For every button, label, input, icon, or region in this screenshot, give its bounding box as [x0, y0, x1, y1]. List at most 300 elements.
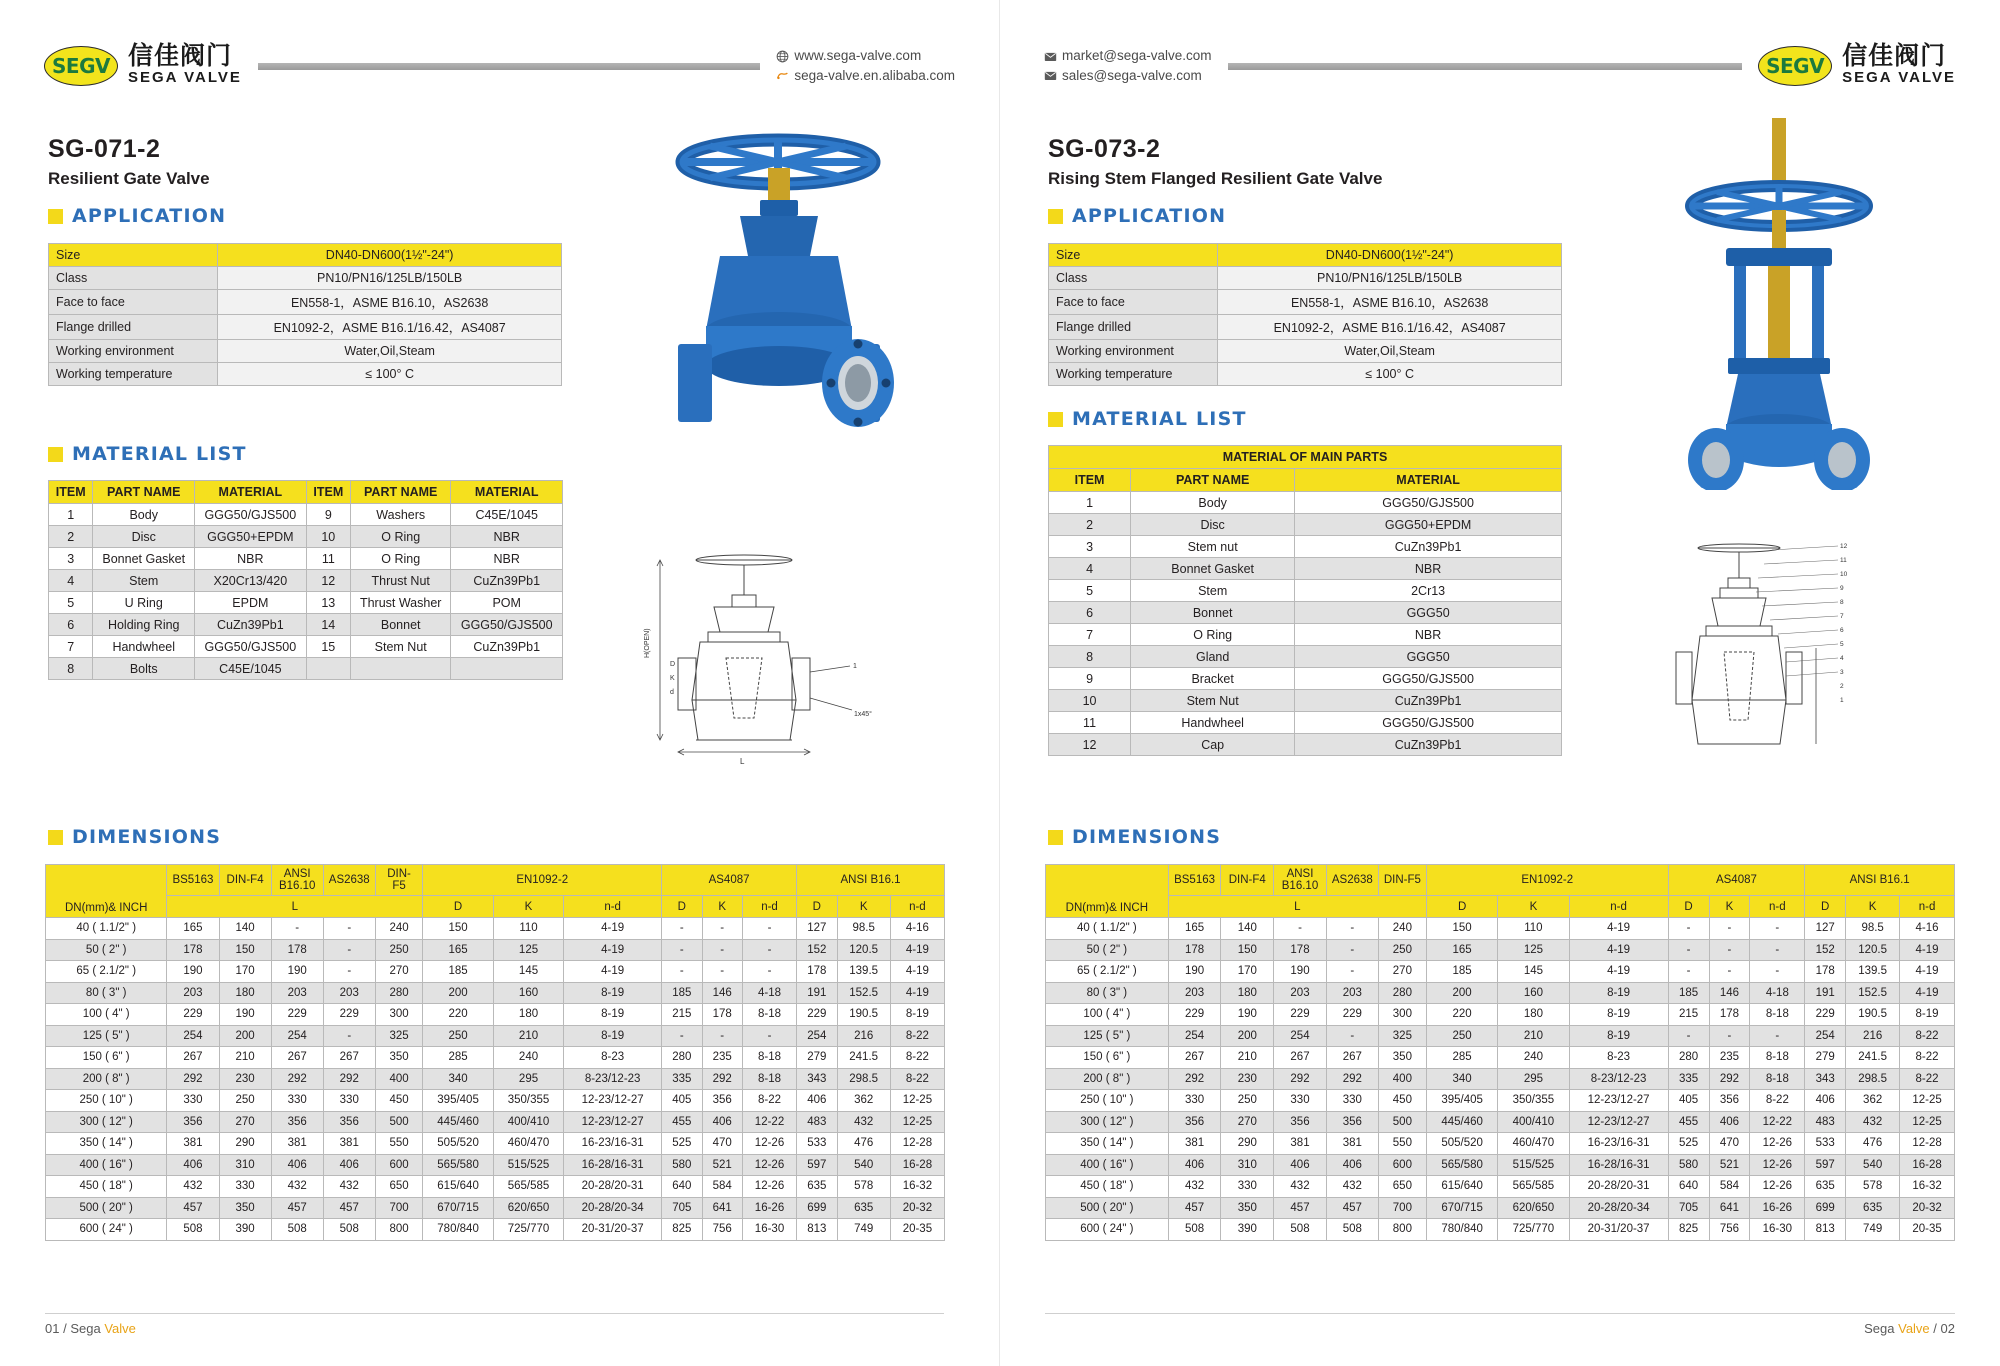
dimensions-cell: 145 [493, 961, 563, 983]
dimensions-cell: 457 [1274, 1197, 1327, 1219]
dimensions-cell: 330 [1326, 1090, 1378, 1112]
dimensions-cell: 191 [797, 982, 837, 1004]
dimensions-cell: 180 [1498, 1004, 1569, 1026]
dimensions-standard-header: ANSI B16.10 [1274, 865, 1327, 896]
dimensions-cell: 250 [219, 1090, 271, 1112]
dimensions-cell: - [1750, 918, 1805, 940]
material-cell: 5 [49, 592, 93, 614]
dimensions-cell: 229 [167, 1004, 219, 1026]
dimensions-cell: 12-23/12-27 [1569, 1111, 1668, 1133]
dimensions-cell: 4-19 [890, 982, 944, 1004]
dimensions-standard-header: AS4087 [1668, 865, 1805, 896]
dimensions-cell: - [702, 1025, 742, 1047]
dimensions-header-row-2 [1046, 896, 1955, 918]
material-table-wrap-left [48, 480, 563, 680]
page-right [1000, 0, 2000, 1366]
dimensions-cell: 292 [702, 1068, 742, 1090]
contact-market-email[interactable] [1044, 46, 1212, 66]
dimensions-cell: 597 [797, 1154, 837, 1176]
table-row [1049, 580, 1562, 602]
dimensions-size-cell: 150 ( 6" ) [46, 1047, 167, 1069]
dimensions-cell: 98.5 [837, 918, 890, 940]
dimensions-cell: 432 [323, 1176, 375, 1198]
material-cell: 11 [306, 548, 350, 570]
dimensions-cell: 4-19 [564, 918, 662, 940]
dimensions-cell: 800 [1378, 1219, 1426, 1241]
svg-text:6: 6 [1840, 627, 1844, 634]
dimensions-cell: 406 [1168, 1154, 1221, 1176]
dimensions-cell: 270 [219, 1111, 271, 1133]
contact-alibaba-text: sega-valve.en.alibaba.com [794, 68, 955, 83]
material-cell: U Ring [93, 592, 195, 614]
material-cell: 11 [1049, 712, 1131, 734]
material-cell: Bonnet [350, 614, 450, 636]
dimensions-cell: 457 [1168, 1197, 1221, 1219]
dimensions-cell: 8-18 [1750, 1047, 1805, 1069]
application-table-wrap-left [48, 243, 562, 386]
dimensions-cell: - [662, 1025, 702, 1047]
dimensions-standard-header: BS5163 [1168, 865, 1221, 896]
dimensions-cell: 813 [797, 1219, 837, 1241]
table-row [1049, 646, 1562, 668]
dimensions-cell: 8-18 [742, 1047, 796, 1069]
material-cell: Holding Ring [93, 614, 195, 636]
dimensions-size-cell: 50 ( 2" ) [46, 939, 167, 961]
contact-block-left [776, 46, 955, 85]
dimensions-cell: 356 [1168, 1111, 1221, 1133]
application-row-value: EN1092-2，ASME B16.1/16.42，AS4087 [1218, 315, 1562, 340]
dimensions-cell: 335 [1668, 1068, 1709, 1090]
dimensions-cell: - [662, 918, 702, 940]
application-row-label: Face to face [49, 290, 218, 315]
dimensions-cell: 432 [1168, 1176, 1221, 1198]
dimensions-cell: 120.5 [1846, 939, 1900, 961]
dimensions-standard-header: EN1092-2 [423, 865, 662, 896]
application-row-label: Working temperature [49, 363, 218, 386]
dimensions-size-cell: 100 ( 4" ) [46, 1004, 167, 1026]
dimensions-sub-header: n-d [1569, 896, 1668, 918]
material-cell: 9 [306, 504, 350, 526]
table-row [46, 1154, 945, 1176]
header-rule [1228, 63, 1743, 70]
dimensions-cell: 350/355 [1498, 1090, 1569, 1112]
dimensions-cell: 270 [1378, 961, 1426, 983]
dimensions-sub-header: K [702, 896, 742, 918]
dimensions-cell: 12-25 [1900, 1111, 1955, 1133]
mail-icon [1044, 69, 1057, 82]
table-row [1049, 514, 1562, 536]
material-cell: 4 [1049, 558, 1131, 580]
dimensions-cell: 508 [167, 1219, 219, 1241]
dimensions-cell: 178 [1168, 939, 1221, 961]
section-application-right [1048, 205, 1226, 227]
material-cell: Body [1131, 492, 1295, 514]
dimensions-cell: 432 [1326, 1176, 1378, 1198]
dimensions-standard-header: DIN-F4 [1221, 865, 1274, 896]
alibaba-icon [776, 69, 789, 82]
dimensions-cell: 241.5 [1846, 1047, 1900, 1069]
dimensions-table-wrap-right [1045, 864, 1955, 1241]
dimensions-body [46, 918, 945, 1241]
contact-sales-email[interactable] [1044, 66, 1212, 86]
dimensions-size-cell: 50 ( 2" ) [1046, 939, 1169, 961]
dimensions-cell: 356 [702, 1090, 742, 1112]
dimensions-cell: 240 [1378, 918, 1426, 940]
table-row [1046, 1133, 1955, 1155]
dimensions-cell: 190.5 [1846, 1004, 1900, 1026]
material-cell: Handwheel [93, 636, 195, 658]
dimensions-cell: 165 [167, 918, 219, 940]
material-cell: GGG50/GJS500 [1295, 668, 1562, 690]
material-cell: 4 [49, 570, 93, 592]
material-col-header: PART NAME [93, 481, 195, 504]
dimensions-cell: 540 [837, 1154, 890, 1176]
dimensions-cell: 267 [1326, 1047, 1378, 1069]
dimensions-cell: 230 [219, 1068, 271, 1090]
dimensions-cell: 229 [1805, 1004, 1846, 1026]
dimensions-cell: 200 [1426, 982, 1497, 1004]
dimensions-cell: 533 [797, 1133, 837, 1155]
material-header-row [49, 481, 563, 504]
dimensions-cell: 432 [1274, 1176, 1327, 1198]
dimensions-cell: 127 [1805, 918, 1846, 940]
dimensions-cell: 12-23/12-27 [564, 1111, 662, 1133]
contact-block-right [1044, 46, 1212, 85]
dimensions-cell: 4-19 [1569, 918, 1668, 940]
dimensions-cell: 725/770 [1498, 1219, 1569, 1241]
application-row [1049, 315, 1562, 340]
section-dimensions-label: DIMENSIONS [1072, 826, 1222, 848]
dimensions-cell: 4-16 [1900, 918, 1955, 940]
material-cell: GGG50 [1295, 602, 1562, 624]
table-row [1046, 1111, 1955, 1133]
dimensions-cell: 110 [1498, 918, 1569, 940]
dimensions-cell: 16-32 [1900, 1176, 1955, 1198]
dimensions-size-cell: 250 ( 10" ) [1046, 1090, 1169, 1112]
dimensions-cell: 330 [323, 1090, 375, 1112]
dimensions-cell: 325 [375, 1025, 423, 1047]
dimensions-cell: 16-28 [1900, 1154, 1955, 1176]
dimensions-size-cell: 450 ( 18" ) [46, 1176, 167, 1198]
dimensions-size-cell: 300 ( 12" ) [46, 1111, 167, 1133]
dimensions-cell: 406 [797, 1090, 837, 1112]
dimensions-cell: 405 [1668, 1090, 1709, 1112]
dimensions-size-cell: 200 ( 8" ) [1046, 1068, 1169, 1090]
dimensions-cell: 4-19 [564, 939, 662, 961]
dimensions-cell: - [742, 939, 796, 961]
dimensions-head [1046, 865, 1955, 918]
dimensions-body [1046, 918, 1955, 1241]
material-cell: Stem [1131, 580, 1295, 602]
table-row [1049, 734, 1562, 756]
dimensions-standard-header: BS5163 [167, 865, 219, 896]
brand-name-en: SEGA VALVE [128, 69, 242, 87]
dimensions-cell: 432 [1846, 1111, 1900, 1133]
dimensions-cell: 813 [1805, 1219, 1846, 1241]
material-cell: O Ring [350, 548, 450, 570]
table-row [49, 548, 563, 570]
dimensions-cell: 190.5 [837, 1004, 890, 1026]
dimensions-cell: 203 [1326, 982, 1378, 1004]
material-cell: 7 [1049, 624, 1131, 646]
dimensions-cell: 635 [1805, 1176, 1846, 1198]
svg-text:d: d [670, 689, 674, 696]
dimensions-cell: 180 [219, 982, 271, 1004]
application-table-body [49, 244, 562, 386]
application-row [49, 290, 562, 315]
material-cell: NBR [1295, 558, 1562, 580]
svg-text:5: 5 [1840, 641, 1844, 648]
material-cell: NBR [451, 526, 563, 548]
dimensions-cell: 749 [1846, 1219, 1900, 1241]
dimensions-cell: 635 [837, 1197, 890, 1219]
material-cell: GGG50/GJS500 [1295, 712, 1562, 734]
dimensions-cell: 12-26 [1750, 1133, 1805, 1155]
dimensions-cell: 16-28/16-31 [564, 1154, 662, 1176]
dimensions-cell: 356 [1709, 1090, 1750, 1112]
svg-text:1: 1 [1840, 697, 1844, 704]
table-row [1046, 939, 1955, 961]
material-cell: 14 [306, 614, 350, 636]
dimensions-cell: 670/715 [1426, 1197, 1497, 1219]
dimensions-standard-header: DIN-F5 [375, 865, 423, 896]
dimensions-cell: 4-19 [1900, 982, 1955, 1004]
material-list-table [48, 480, 563, 680]
dimensions-sub-header: D [662, 896, 702, 918]
application-row-value: EN558-1，ASME B16.10，AS2638 [218, 290, 562, 315]
dimensions-cell: 152 [797, 939, 837, 961]
table-row [46, 918, 945, 940]
svg-text:12: 12 [1840, 543, 1848, 550]
material-cell: 10 [306, 526, 350, 548]
material-cell: Disc [93, 526, 195, 548]
dimensions-cell: 8-18 [1750, 1004, 1805, 1026]
table-row [46, 1047, 945, 1069]
application-table [1048, 243, 1562, 386]
dimensions-cell: 180 [1221, 982, 1274, 1004]
dimensions-cell: 445/460 [1426, 1111, 1497, 1133]
dimensions-cell: 521 [1709, 1154, 1750, 1176]
dimensions-standard-header: EN1092-2 [1426, 865, 1668, 896]
dimensions-cell: 8-22 [742, 1090, 796, 1112]
dimensions-cell: 20-28/20-34 [1569, 1197, 1668, 1219]
brand-name-cn: 信佳阀门 [128, 42, 233, 71]
application-row-value: PN10/PN16/125LB/150LB [1218, 267, 1562, 290]
dimensions-cell: 250 [1378, 939, 1426, 961]
dimensions-cell: 8-22 [1750, 1090, 1805, 1112]
table-row [1046, 1025, 1955, 1047]
dimensions-cell: 597 [1805, 1154, 1846, 1176]
table-row [1046, 1219, 1955, 1241]
dimensions-cell: - [662, 939, 702, 961]
material-cell: NBR [451, 548, 563, 570]
dimensions-sub-header: n-d [1750, 896, 1805, 918]
material-cell: GGG50+EPDM [195, 526, 307, 548]
application-row-label: Working environment [49, 340, 218, 363]
dimensions-cell: - [1750, 939, 1805, 961]
dimensions-cell: 185 [1426, 961, 1497, 983]
dimensions-cell: 12-23/12-27 [564, 1090, 662, 1112]
table-row [1046, 1004, 1955, 1026]
dimensions-size-cell: 100 ( 4" ) [1046, 1004, 1169, 1026]
dimensions-cell: - [1750, 961, 1805, 983]
material-cell: Bonnet Gasket [93, 548, 195, 570]
dimensions-sub-header: n-d [564, 896, 662, 918]
material-header-row [1049, 469, 1562, 492]
application-row-label: Size [49, 244, 218, 267]
brand-logo-left [44, 44, 242, 88]
material-cell: 1 [49, 504, 93, 526]
dimensions-size-cell: 80 ( 3" ) [46, 982, 167, 1004]
dimensions-cell: 432 [837, 1111, 890, 1133]
dimensions-cell: 620/650 [493, 1197, 563, 1219]
dimensions-standard-header: ANSI B16.10 [271, 865, 323, 896]
model-title-right [1048, 135, 1382, 189]
dimensions-size-cell: 350 ( 14" ) [46, 1133, 167, 1155]
dimensions-cell: 295 [493, 1068, 563, 1090]
dimensions-cell: 515/525 [1498, 1154, 1569, 1176]
technical-drawing-left [640, 540, 940, 790]
svg-text:4: 4 [1840, 655, 1844, 662]
dimensions-standard-header: DIN-F5 [1378, 865, 1426, 896]
dimensions-cell: 330 [1221, 1176, 1274, 1198]
material-cell: Gland [1131, 646, 1295, 668]
section-bullet-icon [48, 209, 63, 224]
dimensions-cell: 300 [375, 1004, 423, 1026]
material-cell: Stem Nut [350, 636, 450, 658]
section-application-left [48, 205, 226, 227]
dimensions-cell: 4-18 [1750, 982, 1805, 1004]
material-cell: Thrust Washer [350, 592, 450, 614]
dimensions-cell: 749 [837, 1219, 890, 1241]
dimensions-cell: 235 [1709, 1047, 1750, 1069]
dimensions-size-cell: 40 ( 1.1/2" ) [1046, 918, 1169, 940]
dimensions-corner-blank: DN(mm)& INCH [1046, 865, 1169, 918]
dimensions-cell: 406 [1805, 1090, 1846, 1112]
dimensions-cell: 203 [323, 982, 375, 1004]
svg-text:1: 1 [853, 663, 857, 670]
material-table-wrap-right [1048, 445, 1562, 756]
dimensions-size-cell: 40 ( 1.1/2" ) [46, 918, 167, 940]
dimensions-length-header: L [1168, 896, 1426, 918]
dimensions-cell: 395/405 [423, 1090, 493, 1112]
dimensions-sub-header: K [1846, 896, 1900, 918]
dimensions-cell: 20-28/20-34 [564, 1197, 662, 1219]
dimensions-cell: 8-23 [1569, 1047, 1668, 1069]
dimensions-cell: 550 [375, 1133, 423, 1155]
application-row [49, 244, 562, 267]
dimensions-cell: 8-22 [890, 1047, 944, 1069]
dimensions-cell: 280 [1378, 982, 1426, 1004]
dimensions-cell: 165 [423, 939, 493, 961]
table-row [46, 982, 945, 1004]
material-cell: C45E/1045 [451, 504, 563, 526]
footer-brand-a: Sega [70, 1321, 105, 1336]
dimensions-cell: 457 [323, 1197, 375, 1219]
footer-brand-b: Valve [1898, 1321, 1930, 1336]
material-cell: CuZn39Pb1 [1295, 734, 1562, 756]
dimensions-cell: 178 [1709, 1004, 1750, 1026]
dimensions-standard-header: AS2638 [323, 865, 375, 896]
dimensions-length-header: L [167, 896, 423, 918]
dimensions-cell: 298.5 [1846, 1068, 1900, 1090]
dimensions-cell: 584 [1709, 1176, 1750, 1198]
svg-text:2: 2 [1840, 683, 1844, 690]
footer-brand-b: Valve [104, 1321, 136, 1336]
dimensions-cell: 356 [1274, 1111, 1327, 1133]
dimensions-cell: - [1326, 1025, 1378, 1047]
dimensions-cell: 254 [1168, 1025, 1221, 1047]
dimensions-cell: 240 [375, 918, 423, 940]
dimensions-cell: 700 [1378, 1197, 1426, 1219]
material-cell: 2 [1049, 514, 1131, 536]
contact-website[interactable] [776, 46, 955, 66]
dimensions-header-row-1 [46, 865, 945, 896]
table-row [1049, 602, 1562, 624]
dimensions-cell: 150 [219, 939, 271, 961]
page-number: 02 [1940, 1321, 1955, 1336]
application-row [1049, 244, 1562, 267]
material-cell: Bonnet Gasket [1131, 558, 1295, 580]
dimensions-cell: 600 [375, 1154, 423, 1176]
dimensions-cell: 12-26 [742, 1154, 796, 1176]
dimensions-cell: 210 [219, 1047, 271, 1069]
dimensions-cell: 98.5 [1846, 918, 1900, 940]
material-cell: 12 [306, 570, 350, 592]
section-application-label: APPLICATION [72, 205, 227, 227]
dimensions-cell: 508 [1326, 1219, 1378, 1241]
dimensions-size-cell: 125 ( 5" ) [46, 1025, 167, 1047]
dimensions-standard-header: AS4087 [662, 865, 797, 896]
dimensions-cell: 8-22 [890, 1068, 944, 1090]
dimensions-cell: 4-19 [564, 961, 662, 983]
dimensions-cell: 216 [837, 1025, 890, 1047]
dimensions-cell: 470 [702, 1133, 742, 1155]
dimensions-cell: 476 [837, 1133, 890, 1155]
dimensions-cell: 254 [1274, 1025, 1327, 1047]
section-bullet-icon [48, 830, 63, 845]
dimensions-size-cell: 400 ( 16" ) [46, 1154, 167, 1176]
section-material-label: MATERIAL LIST [72, 443, 247, 465]
material-cell: 1 [1049, 492, 1131, 514]
table-row [1049, 668, 1562, 690]
application-row [49, 267, 562, 290]
application-row [1049, 290, 1562, 315]
table-row [1046, 1047, 1955, 1069]
dimensions-cell: 508 [1168, 1219, 1221, 1241]
material-cell: CuZn39Pb1 [451, 570, 563, 592]
dimensions-cell: 210 [1498, 1025, 1569, 1047]
table-row [46, 1025, 945, 1047]
table-row [46, 1111, 945, 1133]
contact-sales-email-text: sales@sega-valve.com [1062, 68, 1202, 83]
dimensions-cell: 432 [167, 1176, 219, 1198]
dimensions-cell: 180 [493, 1004, 563, 1026]
dimensions-cell: 270 [1221, 1111, 1274, 1133]
dimensions-cell: 16-23/16-31 [564, 1133, 662, 1155]
dimensions-sub-header: K [1498, 896, 1569, 918]
contact-alibaba[interactable] [776, 66, 955, 86]
table-row [49, 504, 563, 526]
page-header-left [44, 36, 955, 96]
dimensions-cell: 120.5 [837, 939, 890, 961]
dimensions-cell: - [1709, 961, 1750, 983]
dimensions-cell: 4-18 [742, 982, 796, 1004]
dimensions-cell: 235 [702, 1047, 742, 1069]
table-row [46, 1197, 945, 1219]
dimensions-cell: 310 [219, 1154, 271, 1176]
material-cell: 15 [306, 636, 350, 658]
